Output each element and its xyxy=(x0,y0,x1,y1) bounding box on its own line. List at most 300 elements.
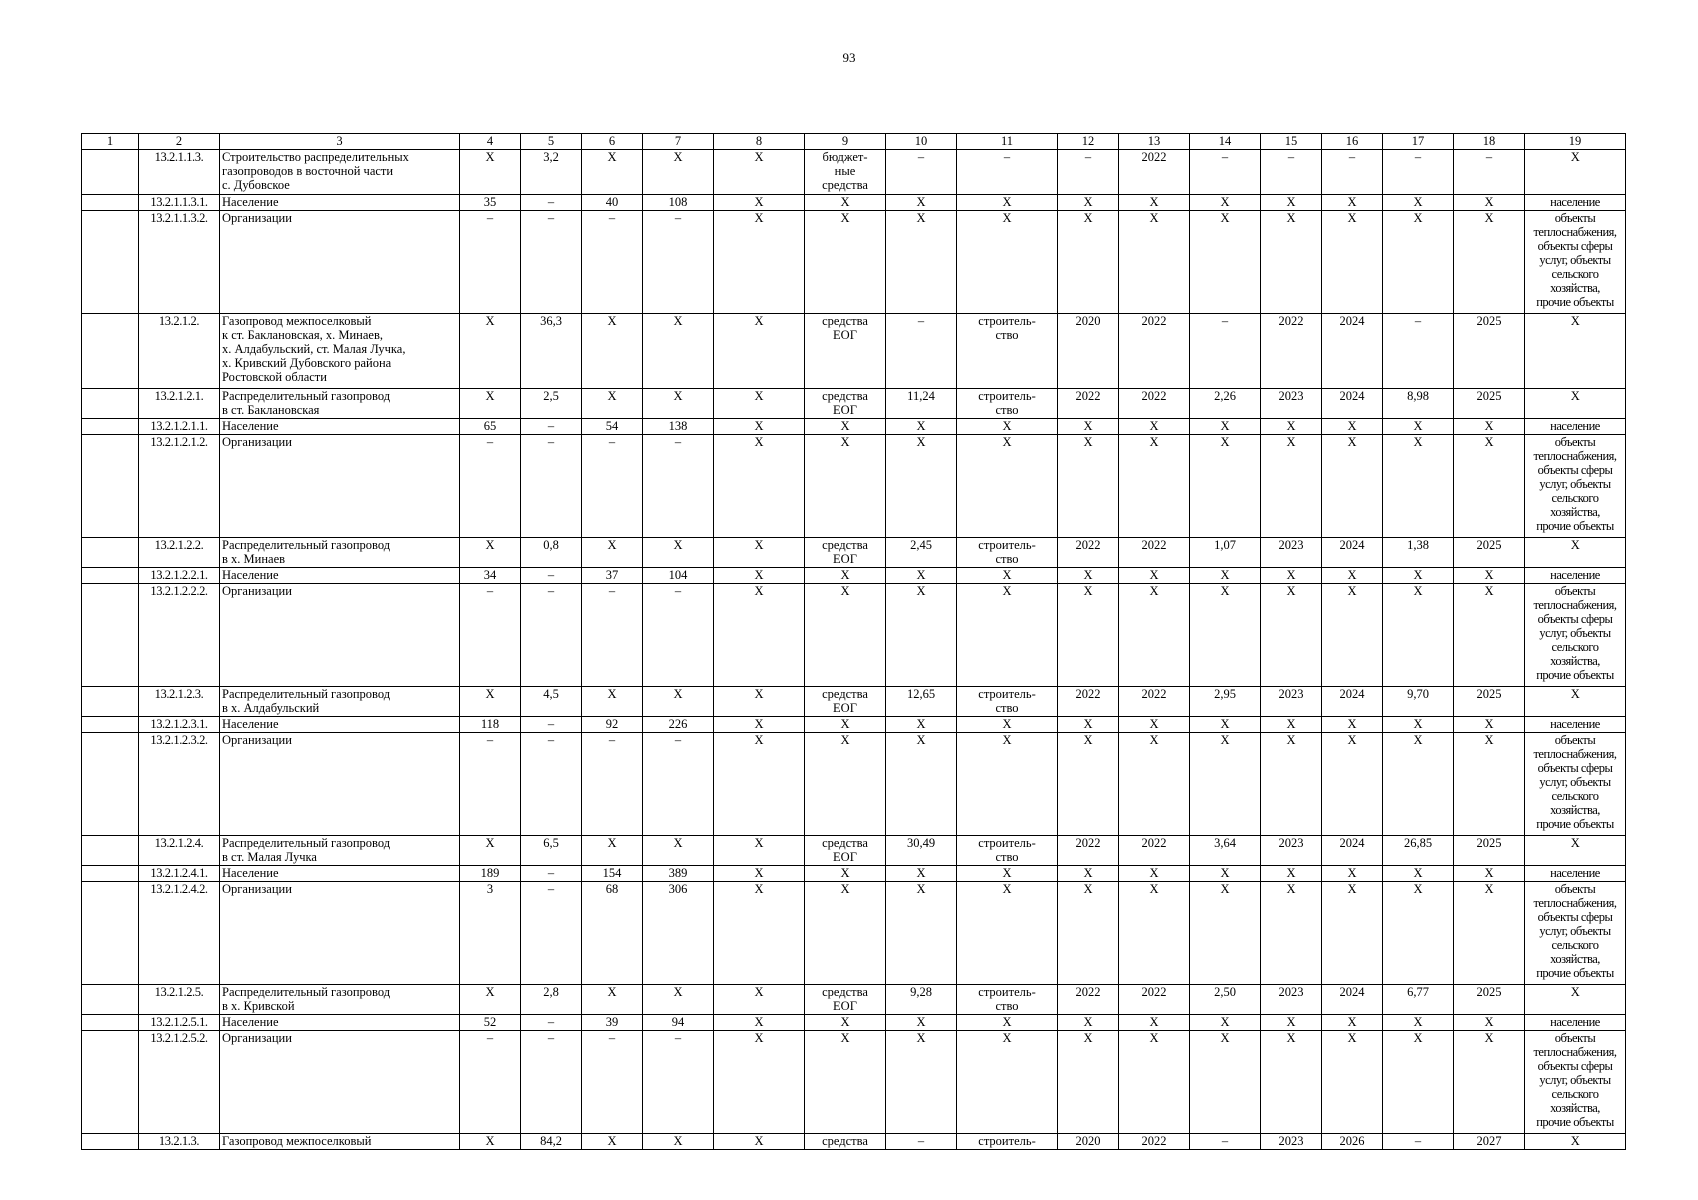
cell-c8: Х xyxy=(714,985,805,1015)
cell-c18: Х xyxy=(1454,435,1525,538)
row-name: Организации xyxy=(220,1031,460,1134)
cell-c12: Х xyxy=(1058,568,1119,584)
cell-c14: Х xyxy=(1190,195,1261,211)
cell-c7: – xyxy=(643,211,714,314)
cell-c14: Х xyxy=(1190,211,1261,314)
cell-c16: Х xyxy=(1322,733,1383,836)
cell-c6: Х xyxy=(582,314,643,389)
cell-c18: Х xyxy=(1454,866,1525,882)
cell-c11: Х xyxy=(957,733,1058,836)
cell-c13: 2022 xyxy=(1119,389,1190,419)
row-code: 13.2.1.2.2. xyxy=(139,538,220,568)
cell-c8: Х xyxy=(714,389,805,419)
table-row xyxy=(82,435,1626,538)
cell-c8: Х xyxy=(714,687,805,717)
cell-c9: бюджет- ные средства xyxy=(805,150,886,195)
cell-c11: Х xyxy=(957,195,1058,211)
cell-c7: Х xyxy=(643,985,714,1015)
empty-cell xyxy=(82,389,139,419)
row-code: 13.2.1.2.5.2. xyxy=(139,1031,220,1134)
cell-c12: 2022 xyxy=(1058,687,1119,717)
cell-c18: Х xyxy=(1454,1015,1525,1031)
cell-c4: – xyxy=(460,733,521,836)
cell-c9: Х xyxy=(805,882,886,985)
cell-c19: население xyxy=(1525,1015,1626,1031)
cell-c17: Х xyxy=(1383,568,1454,584)
cell-c19: население xyxy=(1525,717,1626,733)
cell-c16: Х xyxy=(1322,584,1383,687)
cell-c15: 2023 xyxy=(1261,687,1322,717)
cell-c11: Х xyxy=(957,882,1058,985)
cell-c12: Х xyxy=(1058,584,1119,687)
cell-c8: Х xyxy=(714,211,805,314)
cell-c8: Х xyxy=(714,836,805,866)
cell-c17: 9,70 xyxy=(1383,687,1454,717)
cell-c10: Х xyxy=(886,419,957,435)
table-row xyxy=(82,882,1626,985)
cell-c16: Х xyxy=(1322,195,1383,211)
cell-c5: – xyxy=(521,195,582,211)
cell-c19: объекты теплоснабжения, объекты сферы услуг, объекты сельского хозяйства, прочие объекты xyxy=(1525,882,1626,985)
cell-c17: – xyxy=(1383,1134,1454,1150)
empty-cell xyxy=(82,1134,139,1150)
table-row xyxy=(82,584,1626,687)
empty-cell xyxy=(82,150,139,195)
cell-c17: Х xyxy=(1383,717,1454,733)
row-code: 13.2.1.2.3.2. xyxy=(139,733,220,836)
cell-c15: Х xyxy=(1261,568,1322,584)
cell-c11: Х xyxy=(957,568,1058,584)
row-code: 13.2.1.1.3.1. xyxy=(139,195,220,211)
table-row xyxy=(82,866,1626,882)
cell-c5: 6,5 xyxy=(521,836,582,866)
cell-c13: Х xyxy=(1119,195,1190,211)
cell-c16: Х xyxy=(1322,717,1383,733)
cell-c13: Х xyxy=(1119,1031,1190,1134)
cell-c14: Х xyxy=(1190,717,1261,733)
cell-c15: Х xyxy=(1261,733,1322,836)
cell-c16: Х xyxy=(1322,419,1383,435)
cell-c19: Х xyxy=(1525,985,1626,1015)
cell-c4: 118 xyxy=(460,717,521,733)
cell-c19: объекты теплоснабжения, объекты сферы услуг, объекты сельского хозяйства, прочие объекты xyxy=(1525,584,1626,687)
cell-c4: Х xyxy=(460,687,521,717)
cell-c8: Х xyxy=(714,314,805,389)
cell-c11: – xyxy=(957,150,1058,195)
cell-c18: Х xyxy=(1454,1031,1525,1134)
cell-c6: Х xyxy=(582,985,643,1015)
cell-c11: строитель- ство xyxy=(957,687,1058,717)
empty-cell xyxy=(82,584,139,687)
cell-c10: Х xyxy=(886,1015,957,1031)
cell-c14: Х xyxy=(1190,882,1261,985)
cell-c18: 2025 xyxy=(1454,314,1525,389)
empty-cell xyxy=(82,419,139,435)
cell-c6: 68 xyxy=(582,882,643,985)
cell-c12: 2020 xyxy=(1058,314,1119,389)
cell-c6: Х xyxy=(582,538,643,568)
cell-c6: – xyxy=(582,584,643,687)
empty-cell xyxy=(82,1015,139,1031)
cell-c11: Х xyxy=(957,717,1058,733)
cell-c17: Х xyxy=(1383,1015,1454,1031)
row-name: Организации xyxy=(220,435,460,538)
cell-c5: – xyxy=(521,568,582,584)
cell-c6: 40 xyxy=(582,195,643,211)
header-cell: 15 xyxy=(1261,134,1322,150)
cell-c18: Х xyxy=(1454,584,1525,687)
cell-c14: Х xyxy=(1190,1031,1261,1134)
cell-c5: – xyxy=(521,435,582,538)
cell-c5: – xyxy=(521,717,582,733)
cell-c7: 104 xyxy=(643,568,714,584)
table-row xyxy=(82,687,1626,717)
cell-c13: Х xyxy=(1119,435,1190,538)
cell-c5: 36,3 xyxy=(521,314,582,389)
cell-c12: Х xyxy=(1058,1015,1119,1031)
header-cell: 2 xyxy=(139,134,220,150)
row-code: 13.2.1.2.2.2. xyxy=(139,584,220,687)
cell-c6: Х xyxy=(582,389,643,419)
cell-c10: 30,49 xyxy=(886,836,957,866)
cell-c16: 2026 xyxy=(1322,1134,1383,1150)
cell-c6: Х xyxy=(582,836,643,866)
table-row xyxy=(82,836,1626,866)
empty-cell xyxy=(82,733,139,836)
cell-c13: Х xyxy=(1119,584,1190,687)
cell-c13: 2022 xyxy=(1119,150,1190,195)
cell-c14: Х xyxy=(1190,584,1261,687)
table-row xyxy=(82,538,1626,568)
cell-c16: – xyxy=(1322,150,1383,195)
cell-c9: Х xyxy=(805,568,886,584)
cell-c19: Х xyxy=(1525,687,1626,717)
row-code: 13.2.1.2.1.1. xyxy=(139,419,220,435)
cell-c13: 2022 xyxy=(1119,687,1190,717)
cell-c4: 65 xyxy=(460,419,521,435)
cell-c7: – xyxy=(643,733,714,836)
cell-c13: Х xyxy=(1119,1015,1190,1031)
cell-c17: Х xyxy=(1383,435,1454,538)
cell-c19: население xyxy=(1525,568,1626,584)
cell-c11: Х xyxy=(957,1031,1058,1134)
cell-c18: 2025 xyxy=(1454,389,1525,419)
cell-c19: объекты теплоснабжения, объекты сферы услуг, объекты сельского хозяйства, прочие объекты xyxy=(1525,733,1626,836)
cell-c9: Х xyxy=(805,733,886,836)
cell-c16: Х xyxy=(1322,1031,1383,1134)
row-name: Организации xyxy=(220,882,460,985)
cell-c15: 2023 xyxy=(1261,1134,1322,1150)
cell-c14: 2,50 xyxy=(1190,985,1261,1015)
cell-c14: 3,64 xyxy=(1190,836,1261,866)
row-name: Распределительный газопровод в х. Алдабульский xyxy=(220,687,460,717)
cell-c16: Х xyxy=(1322,1015,1383,1031)
cell-c16: Х xyxy=(1322,866,1383,882)
cell-c5: 84,2 xyxy=(521,1134,582,1150)
cell-c9: средства ЕОГ xyxy=(805,687,886,717)
cell-c11: строитель- ство xyxy=(957,836,1058,866)
cell-c10: Х xyxy=(886,1031,957,1134)
cell-c10: Х xyxy=(886,584,957,687)
cell-c9: средства ЕОГ xyxy=(805,985,886,1015)
cell-c15: 2023 xyxy=(1261,985,1322,1015)
cell-c15: Х xyxy=(1261,195,1322,211)
cell-c4: Х xyxy=(460,985,521,1015)
cell-c6: – xyxy=(582,211,643,314)
cell-c16: 2024 xyxy=(1322,538,1383,568)
cell-c7: Х xyxy=(643,389,714,419)
cell-c19: объекты теплоснабжения, объекты сферы услуг, объекты сельского хозяйства, прочие объекты xyxy=(1525,211,1626,314)
cell-c17: 26,85 xyxy=(1383,836,1454,866)
row-name: Газопровод межпоселковый к ст. Баклановская, х. Минаев, х. Алдабульский, ст. Малая Лучка, х. Кривский Дубовского района Ростовской области xyxy=(220,314,460,389)
cell-c12: 2020 xyxy=(1058,1134,1119,1150)
cell-c10: 2,45 xyxy=(886,538,957,568)
cell-c18: Х xyxy=(1454,568,1525,584)
row-code: 13.2.1.2.5.1. xyxy=(139,1015,220,1031)
cell-c19: Х xyxy=(1525,1134,1626,1150)
empty-cell xyxy=(82,211,139,314)
cell-c16: Х xyxy=(1322,211,1383,314)
cell-c7: Х xyxy=(643,836,714,866)
cell-c4: – xyxy=(460,584,521,687)
header-cell: 3 xyxy=(220,134,460,150)
cell-c9: средства ЕОГ xyxy=(805,836,886,866)
cell-c11: строитель- ство xyxy=(957,389,1058,419)
cell-c11: строитель- xyxy=(957,1134,1058,1150)
cell-c6: 92 xyxy=(582,717,643,733)
cell-c7: Х xyxy=(643,314,714,389)
cell-c4: – xyxy=(460,1031,521,1134)
cell-c12: Х xyxy=(1058,882,1119,985)
cell-c6: 37 xyxy=(582,568,643,584)
row-name: Газопровод межпоселковый xyxy=(220,1134,460,1150)
cell-c13: 2022 xyxy=(1119,538,1190,568)
row-name: Организации xyxy=(220,733,460,836)
cell-c4: 34 xyxy=(460,568,521,584)
cell-c16: Х xyxy=(1322,568,1383,584)
cell-c19: население xyxy=(1525,195,1626,211)
cell-c10: 9,28 xyxy=(886,985,957,1015)
row-name: Распределительный газопровод в ст. Малая Лучка xyxy=(220,836,460,866)
cell-c18: Х xyxy=(1454,882,1525,985)
row-name: Население xyxy=(220,717,460,733)
header-cell: 1 xyxy=(82,134,139,150)
table-row xyxy=(82,211,1626,314)
table-row xyxy=(82,1134,1626,1150)
cell-c7: 389 xyxy=(643,866,714,882)
cell-c7: Х xyxy=(643,150,714,195)
empty-cell xyxy=(82,195,139,211)
cell-c7: 138 xyxy=(643,419,714,435)
cell-c12: Х xyxy=(1058,435,1119,538)
cell-c14: Х xyxy=(1190,733,1261,836)
cell-c5: – xyxy=(521,1015,582,1031)
cell-c18: 2025 xyxy=(1454,687,1525,717)
cell-c9: Х xyxy=(805,1031,886,1134)
cell-c11: строитель- ство xyxy=(957,985,1058,1015)
cell-c11: Х xyxy=(957,419,1058,435)
cell-c17: 6,77 xyxy=(1383,985,1454,1015)
cell-c13: 2022 xyxy=(1119,836,1190,866)
row-code: 13.2.1.2.4.1. xyxy=(139,866,220,882)
cell-c10: Х xyxy=(886,733,957,836)
row-name: Население xyxy=(220,568,460,584)
cell-c5: 2,8 xyxy=(521,985,582,1015)
row-name: Распределительный газопровод в ст. Баклановская xyxy=(220,389,460,419)
cell-c16: Х xyxy=(1322,882,1383,985)
cell-c19: Х xyxy=(1525,314,1626,389)
row-name: Организации xyxy=(220,584,460,687)
cell-c17: – xyxy=(1383,150,1454,195)
cell-c19: Х xyxy=(1525,150,1626,195)
cell-c9: Х xyxy=(805,211,886,314)
row-code: 13.2.1.2.3.1. xyxy=(139,717,220,733)
cell-c14: Х xyxy=(1190,1015,1261,1031)
cell-c19: население xyxy=(1525,866,1626,882)
cell-c4: 35 xyxy=(460,195,521,211)
row-name: Организации xyxy=(220,211,460,314)
cell-c11: Х xyxy=(957,1015,1058,1031)
cell-c6: 39 xyxy=(582,1015,643,1031)
row-name: Население xyxy=(220,1015,460,1031)
cell-c17: Х xyxy=(1383,584,1454,687)
cell-c9: Х xyxy=(805,435,886,538)
row-code: 13.2.1.2.4. xyxy=(139,836,220,866)
cell-c6: – xyxy=(582,733,643,836)
cell-c12: Х xyxy=(1058,1031,1119,1134)
cell-c11: Х xyxy=(957,211,1058,314)
cell-c17: Х xyxy=(1383,866,1454,882)
cell-c7: – xyxy=(643,584,714,687)
row-name: Население xyxy=(220,195,460,211)
row-name: Распределительный газопровод в х. Кривской xyxy=(220,985,460,1015)
header-cell: 11 xyxy=(957,134,1058,150)
cell-c15: Х xyxy=(1261,1031,1322,1134)
cell-c13: Х xyxy=(1119,568,1190,584)
row-code: 13.2.1.1.3.2. xyxy=(139,211,220,314)
empty-cell xyxy=(82,985,139,1015)
cell-c5: – xyxy=(521,211,582,314)
cell-c12: Х xyxy=(1058,717,1119,733)
cell-c14: – xyxy=(1190,150,1261,195)
cell-c15: 2023 xyxy=(1261,389,1322,419)
cell-c15: Х xyxy=(1261,882,1322,985)
cell-c4: Х xyxy=(460,836,521,866)
cell-c5: – xyxy=(521,733,582,836)
cell-c13: 2022 xyxy=(1119,1134,1190,1150)
cell-c18: 2025 xyxy=(1454,538,1525,568)
cell-c19: Х xyxy=(1525,389,1626,419)
cell-c8: Х xyxy=(714,733,805,836)
cell-c18: Х xyxy=(1454,195,1525,211)
cell-c14: Х xyxy=(1190,568,1261,584)
cell-c15: – xyxy=(1261,150,1322,195)
cell-c13: 2022 xyxy=(1119,314,1190,389)
cell-c4: Х xyxy=(460,314,521,389)
cell-c9: средства xyxy=(805,1134,886,1150)
cell-c16: Х xyxy=(1322,435,1383,538)
cell-c12: 2022 xyxy=(1058,985,1119,1015)
cell-c13: 2022 xyxy=(1119,985,1190,1015)
cell-c18: Х xyxy=(1454,733,1525,836)
cell-c7: Х xyxy=(643,1134,714,1150)
cell-c5: – xyxy=(521,584,582,687)
cell-c10: Х xyxy=(886,211,957,314)
cell-c17: Х xyxy=(1383,733,1454,836)
cell-c6: Х xyxy=(582,1134,643,1150)
cell-c6: Х xyxy=(582,150,643,195)
cell-c15: Х xyxy=(1261,1015,1322,1031)
empty-cell xyxy=(82,882,139,985)
cell-c17: Х xyxy=(1383,195,1454,211)
header-cell: 17 xyxy=(1383,134,1454,150)
cell-c11: Х xyxy=(957,584,1058,687)
cell-c12: Х xyxy=(1058,866,1119,882)
table-row xyxy=(82,985,1626,1015)
header-cell: 8 xyxy=(714,134,805,150)
cell-c5: – xyxy=(521,1031,582,1134)
cell-c10: Х xyxy=(886,435,957,538)
row-code: 13.2.1.2.1. xyxy=(139,389,220,419)
cell-c18: 2025 xyxy=(1454,985,1525,1015)
cell-c4: – xyxy=(460,211,521,314)
row-code: 13.2.1.1.3. xyxy=(139,150,220,195)
cell-c8: Х xyxy=(714,584,805,687)
cell-c12: – xyxy=(1058,150,1119,195)
cell-c9: средства ЕОГ xyxy=(805,538,886,568)
cell-c9: Х xyxy=(805,584,886,687)
row-name: Распределительный газопровод в х. Минаев xyxy=(220,538,460,568)
cell-c7: 306 xyxy=(643,882,714,985)
cell-c12: 2022 xyxy=(1058,836,1119,866)
cell-c8: Х xyxy=(714,1134,805,1150)
cell-c7: 226 xyxy=(643,717,714,733)
header-cell: 10 xyxy=(886,134,957,150)
header-cell: 7 xyxy=(643,134,714,150)
cell-c9: Х xyxy=(805,717,886,733)
cell-c5: – xyxy=(521,866,582,882)
empty-cell xyxy=(82,717,139,733)
cell-c4: 3 xyxy=(460,882,521,985)
table-row xyxy=(82,733,1626,836)
cell-c19: объекты теплоснабжения, объекты сферы услуг, объекты сельского хозяйства, прочие объекты xyxy=(1525,435,1626,538)
cell-c12: Х xyxy=(1058,419,1119,435)
cell-c8: Х xyxy=(714,1015,805,1031)
table-row xyxy=(82,419,1626,435)
cell-c14: – xyxy=(1190,314,1261,389)
cell-c12: 2022 xyxy=(1058,389,1119,419)
cell-c9: Х xyxy=(805,195,886,211)
row-code: 13.2.1.3. xyxy=(139,1134,220,1150)
cell-c14: Х xyxy=(1190,419,1261,435)
cell-c10: Х xyxy=(886,195,957,211)
cell-c8: Х xyxy=(714,866,805,882)
cell-c17: 8,98 xyxy=(1383,389,1454,419)
cell-c5: – xyxy=(521,882,582,985)
cell-c5: 0,8 xyxy=(521,538,582,568)
cell-c17: 1,38 xyxy=(1383,538,1454,568)
cell-c11: Х xyxy=(957,866,1058,882)
cell-c11: строитель- ство xyxy=(957,314,1058,389)
empty-cell xyxy=(82,687,139,717)
cell-c14: Х xyxy=(1190,435,1261,538)
cell-c10: Х xyxy=(886,866,957,882)
cell-c18: Х xyxy=(1454,717,1525,733)
table-row xyxy=(82,1031,1626,1134)
cell-c16: 2024 xyxy=(1322,985,1383,1015)
cell-c13: Х xyxy=(1119,866,1190,882)
table-row xyxy=(82,389,1626,419)
